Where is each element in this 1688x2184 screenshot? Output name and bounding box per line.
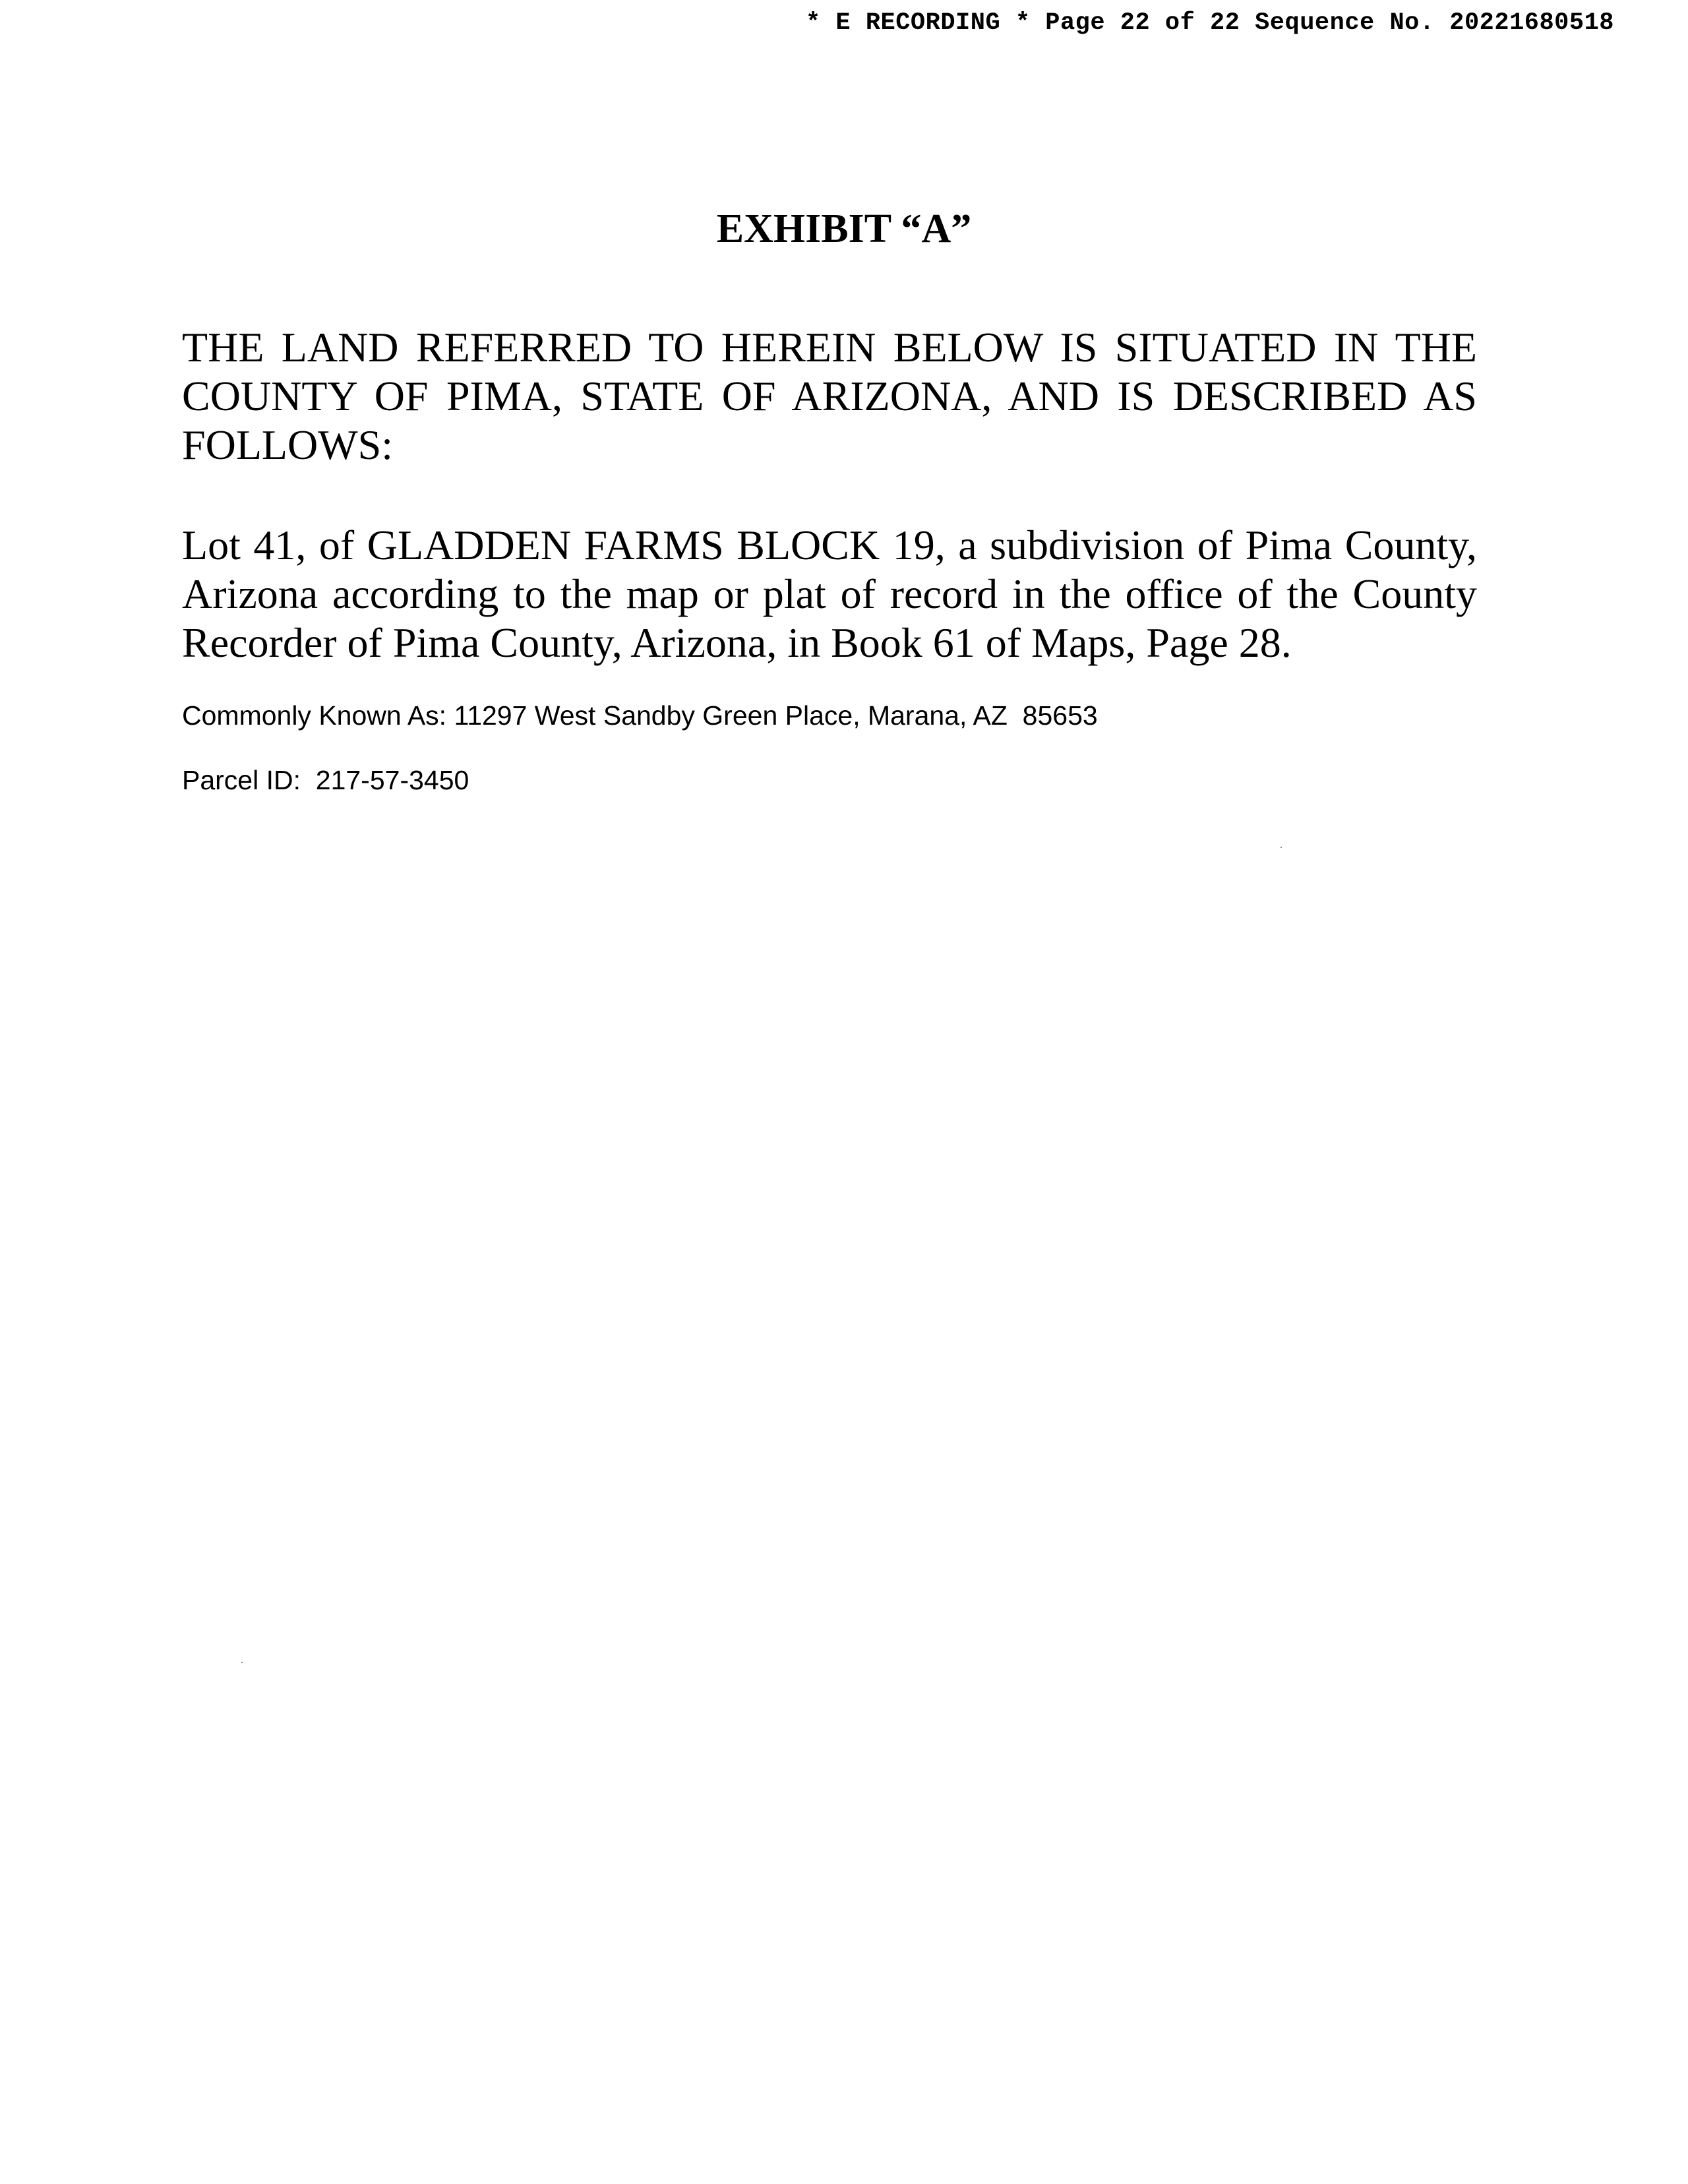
scan-speck	[1281, 847, 1282, 848]
scan-speck	[241, 1662, 243, 1663]
parcel-id: Parcel ID: 217-57-3450	[182, 765, 469, 795]
property-address: Commonly Known As: 11297 West Sandby Green Place, Marana, AZ 85653	[182, 700, 1098, 731]
land-location-intro: THE LAND REFERRED TO HEREIN BELOW IS SITUATED IN THE COUNTY OF PIMA, STATE OF ARIZONA, AND IS DESCRIBED AS FOLLOWS:	[182, 324, 1477, 468]
exhibit-title: EXHIBIT “A”	[716, 206, 972, 251]
recording-header: * E RECORDING * Page 22 of 22 Sequence No. 20221680518	[806, 9, 1614, 37]
legal-description: Lot 41, of GLADDEN FARMS BLOCK 19, a subdivision of Pima County, Arizona according to the map or plat of record in the office of the County Recorder of Pima County, Arizona, in Book 61 of Maps, Page 28.	[182, 522, 1477, 666]
